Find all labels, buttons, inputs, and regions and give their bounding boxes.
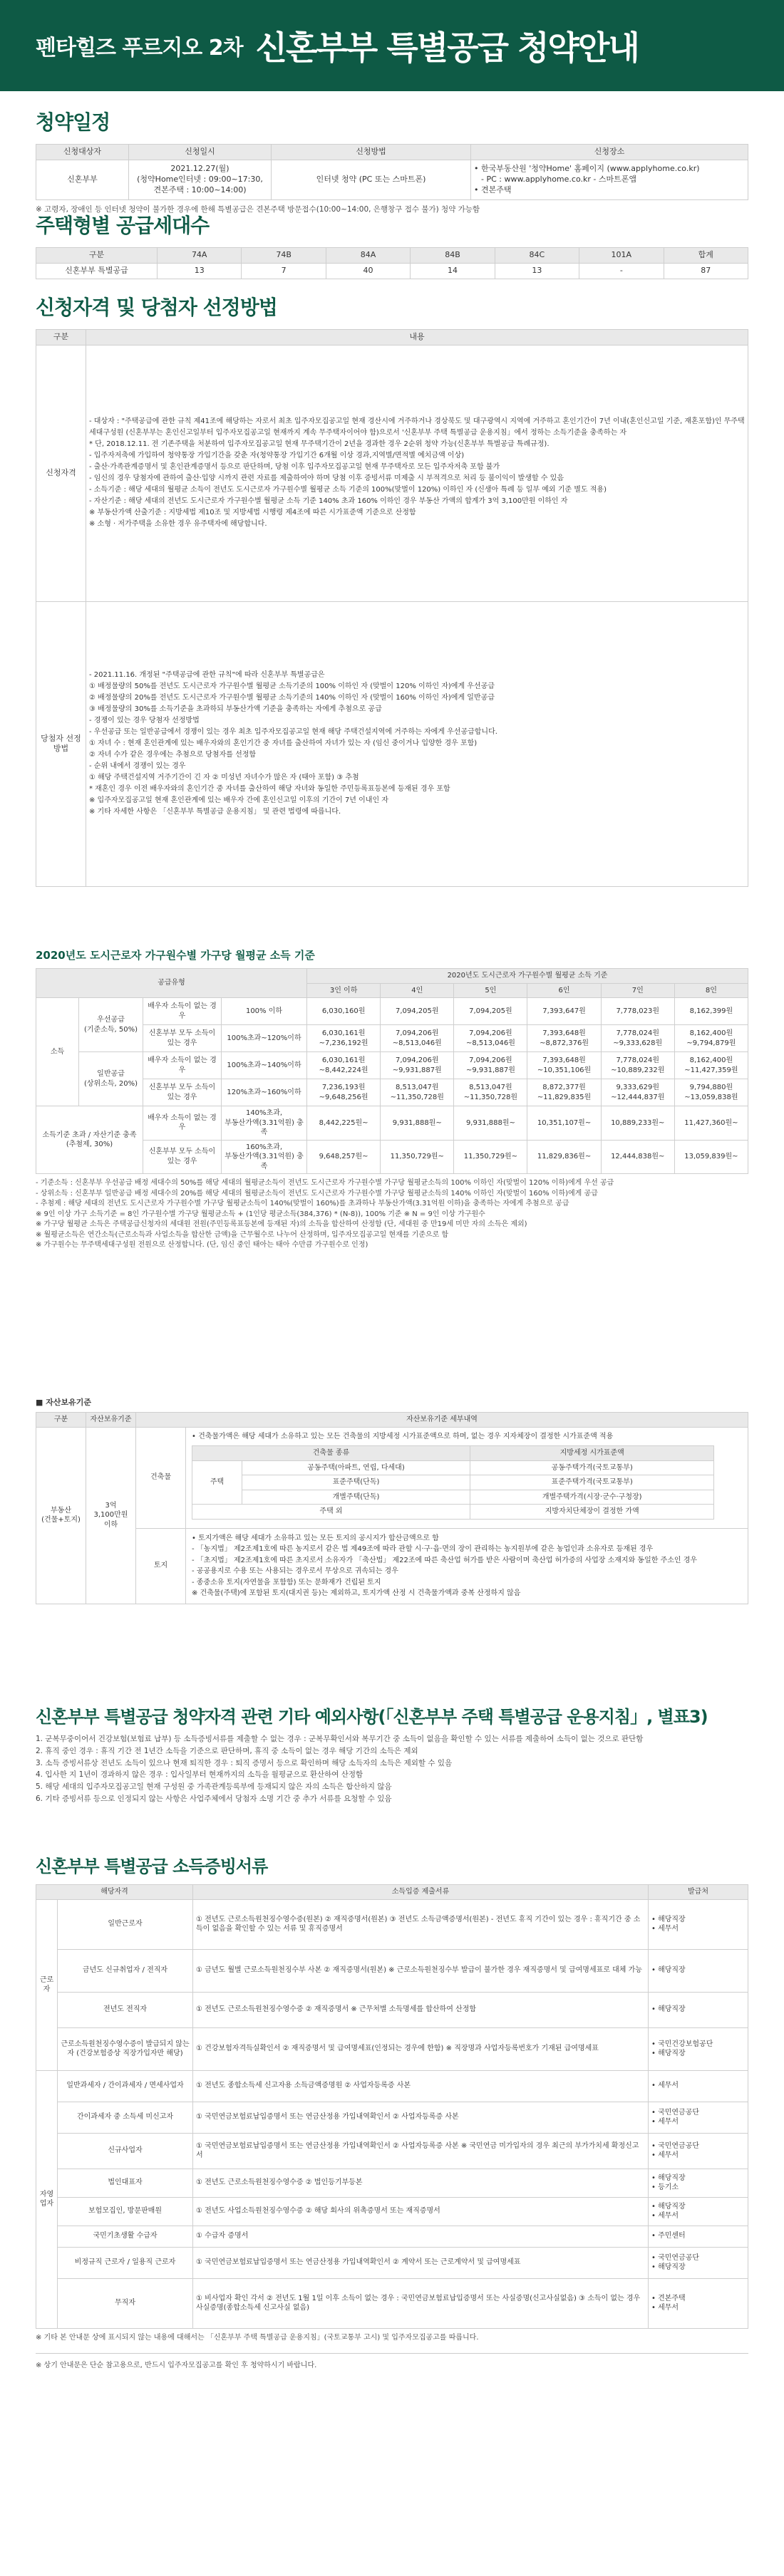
doc-type: 신규사업자: [58, 2133, 193, 2169]
doc-office: • 국민연금공단 • 해당직장: [649, 2247, 748, 2278]
asset-col: 구분: [36, 1413, 86, 1428]
documents-footnote: ※ 기타 본 안내문 상에 표시되지 않는 내용에 대해서는 「신혼부부 주택 특별공급 운용지침」(국토교통부 고시) 및 입주자모집공고를 따릅니다.: [36, 2333, 479, 2342]
asset-group: 부동산 (건물+토지): [36, 1427, 86, 1604]
doc-office: • 주민센터: [649, 2226, 748, 2247]
income-pct: 100%초과~120%이하: [222, 1025, 307, 1052]
doc-desc: ① 전년도 종합소득세 신고자용 소득금액증명원 ② 사업자등록증 사본: [193, 2070, 649, 2102]
income-sub: 신혼부부 모두 소득이 있는 경우: [143, 1079, 222, 1106]
doc-type: 무직자: [58, 2278, 193, 2328]
income-val: 9,794,880원 ~13,059,838원: [674, 1079, 748, 1106]
doc-desc: ① 국민연금보험료납입증명서 또는 연금산정용 가입내역확인서 ② 사업자등록증 사본 ※ 국민연금 미가입자의 경우 최근의 부가가치세 확정신고서: [193, 2133, 649, 2169]
schedule-title: 청약일정: [36, 110, 110, 134]
income-hcol: 3인 이하: [307, 983, 381, 998]
building-h: 건축물 종류: [192, 1446, 470, 1461]
supply-cell: 87: [664, 263, 748, 279]
doc-desc: ① 국민연금보험료납입증명서 또는 연금산정용 가입내역확인서 ② 사업자등록증 사본: [193, 2102, 649, 2133]
documents-title: 신혼부부 특별공급 소득증빙서류: [36, 1856, 268, 1876]
qual-col: 구분: [36, 330, 86, 346]
doc-office: • 세무서: [649, 2070, 748, 2102]
col-date: 신청일시: [129, 145, 272, 160]
income-val: 9,931,888원~: [454, 1106, 527, 1141]
supply-cell: 13: [158, 263, 242, 279]
income-val: 8,162,400원 ~9,794,879원: [674, 1025, 748, 1052]
building-cell: 주택 외: [192, 1505, 470, 1520]
income-hcol: 7인: [601, 983, 674, 998]
doc-type: 간이과세자 중 소득세 미신고자: [58, 2102, 193, 2133]
exception-list: 1. 군복무중이어서 건강보험(보험료 납부) 등 소득증빙서류를 제출할 수 없는 경우 : 군복무확인서와 복무기간 중 소득이 없음을 확인할 수 있는 서류를 제출하여 소득이 없는 것으로 판단함 2. 휴직 중인 경우 : 휴직 기간 전 1년간 소득을 기준으로 판단하며, 휴직 중 소득이 없는 경우 해당 기간의 소득은 제외 3. 소득 증빙서류상 전년도 소득이 있으나 현재 퇴직한 경우 : 퇴직 증명서 등으로 확인하며 해당 소득자의 소득은 제외할 수 있음 4. 입사한 지 1년이 경과하지 않은 경우 : 입사일부터 현재까지의 소득을 월평균으로 환산하여 산정함 5. 해당 세대의 입주자모집공고일 현재 구성원 중 가족관계등록부에 등재되지 않은 자의 소득은 합산하지 않음 6. 기타 증빙서류 등으로 인정되지 않는 사항은 사업주체에서 당첨자 소명 기간 중 추가 서류를 요청할 수 있음: [36, 1735, 644, 1803]
building-detail: • 건축물가액은 해당 세대가 소유하고 있는 모든 건축물의 지방세정 시가표준액으로 하며, 없는 경우 지자체장이 결정한 시가표준액 적용 건축물 종류 지방세정 시가표준액 주택 공동주택(아파트, 연립, 다세대) 공동주택가격(국토교통부) 표준주택(단독) 표준주택가격(국토교통부) 개별주택(단독) 개별주택가격(시장·군수·구청장) 주택 외 지방자치단체장이 결정한 가액: [186, 1427, 748, 1528]
income-table: [36, 968, 748, 1174]
selection-label: 당첨자 선정방법: [36, 601, 86, 886]
doc-desc: ① 수급자 증명서: [193, 2226, 649, 2247]
doc-office: • 해당직장: [649, 1949, 748, 1992]
income-val: 8,162,400원 ~11,427,359원: [674, 1052, 748, 1079]
building-label: 건축물: [136, 1427, 186, 1528]
income-val: 8,513,047원 ~11,350,728원: [454, 1079, 527, 1106]
income-val: 7,094,206원 ~9,931,887원: [454, 1052, 527, 1079]
doc-desc: ① 건강보험자격득실확인서 ② 재직증명서 및 급여명세표(인정되는 경우에 한함) ※ 직장명과 사업자등록번호가 기재된 급여명세표: [193, 2027, 649, 2070]
income-val: 7,094,206원 ~9,931,887원: [381, 1052, 454, 1079]
doc-office: • 국민연금공단 • 세무서: [649, 2133, 748, 2169]
doc-col: 발급처: [649, 1885, 748, 1900]
doc-col: 해당자격: [36, 1885, 193, 1900]
income-pct: 160%초과, 부동산가액(3.31억원) 충족: [222, 1140, 307, 1174]
doc-desc: ① 금년도 월별 근로소득원천징수부 사본 ② 재직증명서(원본) ※ 근로소득원천징수부 발급이 불가한 경우 재직증명서 및 급여명세표로 대체 가능: [193, 1949, 649, 1992]
building-cell: 표준주택(단독): [242, 1475, 470, 1490]
qual-col: 내용: [86, 330, 748, 346]
income-hcol: 6인: [527, 983, 601, 998]
income-val: 11,350,729원~: [454, 1140, 527, 1174]
income-sub: 배우자 소득이 없는 경우: [143, 998, 222, 1025]
income-type: 우선공급 (기준소득, 50%): [79, 998, 143, 1052]
building-cell: 공동주택가격(국토교통부): [470, 1460, 714, 1475]
doc-type: 일반과세자 / 간이과세자 / 면세사업자: [58, 2070, 193, 2102]
doc-office: • 해당직장: [649, 1992, 748, 2027]
doc-office: • 해당직장 • 등기소: [649, 2169, 748, 2197]
doc-type: 일반근로자: [58, 1899, 193, 1949]
supply-cell: 7: [242, 263, 326, 279]
income-val: 8,872,377원 ~11,829,835원: [527, 1079, 601, 1106]
income-section: [36, 947, 748, 1251]
doc-col: 소득입증 제출서류: [193, 1885, 649, 1900]
income-pct: 100%초과~140%이하: [222, 1052, 307, 1079]
income-val: 8,513,047원 ~11,350,728원: [381, 1079, 454, 1106]
income-val: 7,094,206원 ~8,513,046원: [454, 1025, 527, 1052]
building-h: 지방세정 시가표준액: [470, 1446, 714, 1461]
qualification-table: [36, 329, 748, 887]
income-val: 7,393,647원: [527, 998, 601, 1025]
doc-desc: ① 전년도 근로소득원천징수영수증(원본) ② 재직증명서(원본) ③ 전년도 소득금액증명서(원본) - 전년도 휴직 기간이 있는 경우 : 휴직기간 중 소득이 없음을 확인할 수 있는 서류 및 휴직증명서: [193, 1899, 649, 1949]
income-notes: - 기준소득 : 신혼부부 우선공급 배정 세대수의 50%를 해당 세대의 월평균소득이 전년도 도시근로자 가구원수별 가구당 월평균소득의 100% 이하인 자(맞벌이 120% 이하)에게 우선 공급 - 상위소득 : 신혼부부 일반공급 배정 세대수의 20%를 해당 세대의 월평균소득이 전년도 도시근로자 가구원수별 가구당 월평균소득의 140% 이하인 자(맞벌이 160% 이하)에게 공급 - 추첨제 : 해당 세대의 전년도 도시근로자 가구원수별 가구당 월평균소득이 140%(맞벌이 160%)를 초과하나 부동산가액(3.31억원 이하)을 충족하는 자에게 추첨으로 공급 ※ 9인 이상 가구 소득기준 = 8인 가구원수별 가구당 월평균소득 + (1인당 평균소득(384,376) * (N-8)), 100% 기준 ※ N = 9인 이상 가구원수 ※ 가구당 월평균 소득은 주택공급신청자의 세대원 전원(주민등록표등본에 등재된 자)의 소득을 합산하여 산정함 (단, 세대원 중 만19세 미만 자의 소득은 제외) ※ 월평균소득은 연간소득(근로소득과 사업소득을 합산한 금액)을 근무월수로 나누어 산정하며, 입주자모집공고일 현재를 기준으로 함 ※ 가구원수는 무주택세대구성원 전원으로 산정합니다. (단, 임신 중인 태아는 태아 수만큼 가구원수로 인정): [36, 1179, 614, 1249]
income-val: 11,427,360원~: [674, 1106, 748, 1141]
income-hcol: 4인: [381, 983, 454, 998]
income-val: 11,829,836원~: [527, 1140, 601, 1174]
col-target: 신청대상자: [36, 145, 129, 160]
income-val: 9,333,629원 ~12,444,837원: [601, 1079, 674, 1106]
supply-col: 84B: [411, 248, 495, 264]
income-val: 10,889,233원~: [601, 1106, 674, 1141]
cell-place: • 한국부동산원 '청약Home' 홈페이지 (www.applyhome.co.kr) - PC : www.applyhome.co.kr - 스마트폰앱 • 견본주택: [471, 160, 748, 199]
doc-office: • 해당직장 • 세무서: [649, 2197, 748, 2226]
supply-col: 84A: [326, 248, 410, 264]
income-val: 7,094,205원: [381, 998, 454, 1025]
income-val: 6,030,161원 ~8,442,224원: [307, 1052, 381, 1079]
supply-table: [36, 247, 748, 279]
doc-type: 보험모집인, 방문판매원: [58, 2197, 193, 2226]
building-cell: 지방자치단체장이 결정한 가액: [470, 1505, 714, 1520]
supply-cell: 40: [326, 263, 410, 279]
land-detail: • 토지가액은 해당 세대가 소유하고 있는 모든 토지의 공시지가 합산금액으로 함 - 「농지법」 제2조제1호에 따른 농지로서 같은 법 제49조에 따라 관할 시·구·읍·면의 장이 관리하는 농지원부에 같은 농업인과 소유자로 등재된 경우 - 「초지법」 제2조제1호에 따른 초지로서 소유자가 「축산법」 제22조에 따른 축산업 허가를 받은 사람이며 축산업 허가증의 사업장 소재지와 동일한 주소인 경우 - 공공용지로 수용 또는 사용되는 경우로서 무상으로 귀속되는 경우 - 종중소유 토지(자연물을 포함함) 또는 문화재가 건립된 토지 ※ 건축물(주택)에 포함된 토지(대지권 등)는 제외하고, 토지가액 산정 시 건축물가액과 중복 산정하지 않음: [186, 1528, 748, 1604]
asset-col: 자산보유기준 세부내역: [136, 1413, 748, 1428]
doc-desc: ① 비사업자 확인 각서 ② 전년도 1월 1일 이후 소득이 없는 경우 : 국민연금보험료납입증명서 또는 사실증명(신고사실없음) ③ 소득이 없는 경우 사실증명(종합소득세 신고사실 없음): [193, 2278, 649, 2328]
supply-section: [36, 210, 748, 279]
income-h1: 공급유형: [36, 969, 307, 998]
qualification-title: 신청자격 및 당첨자 선정방법: [36, 296, 277, 319]
qualification-section: [36, 292, 748, 887]
col-method: 신청방법: [272, 145, 471, 160]
page-header: [0, 0, 784, 91]
cell-target: 신혼부부: [36, 160, 129, 199]
income-sub: 배우자 소득이 없는 경우: [143, 1106, 222, 1141]
supply-col: 84C: [495, 248, 579, 264]
doc-desc: ① 전년도 근로소득원천징수영수증 ② 법인등기부등본: [193, 2169, 649, 2197]
asset-col: 자산보유기준: [86, 1413, 136, 1428]
supply-cell: 13: [495, 263, 579, 279]
doc-office: • 견본주택 • 세무서: [649, 2278, 748, 2328]
doc-type: 근로소득원천징수영수증이 발급되지 않는 자 (건강보험증상 직장가입자만 해당): [58, 2027, 193, 2070]
doc-type: 금년도 신규취업자 / 전직자: [58, 1949, 193, 1992]
income-pct: 140%초과, 부동산가액(3.31억원) 충족: [222, 1106, 307, 1141]
col-place: 신청장소: [471, 145, 748, 160]
building-cell: 개별주택(단독): [242, 1490, 470, 1505]
selection-content: - 2021.11.16. 개정된 "주택공급에 관한 규칙"에 따라 신혼부부 특별공급은 ① 배정물량의 50%를 전년도 도시근로자 가구원수별 월평균 소득기준의 100% 이하인 자 (맞벌이 120% 이하인 자)에게 우선공급 ② 배정물량의 20%를 전년도 도시근로자 가구원수별 월평균 소득기준의 140% 이하인 자 (맞벌이 160% 이하인 자)에게 일반공급 ③ 배정물량의 30%를 소득기준을 초과하되 부동산가액 기준을 충족하는 자에게 추첨으로 공급 - 경쟁이 있는 경우 당첨자 선정방법 - 우선공급 또는 일반공급에서 경쟁이 있는 경우 최초 입주자모집공고일 현재 해당 주택건설지역에 거주하는 자에게 우선공급합니다. ① 자녀 수 : 현재 혼인관계에 있는 배우자와의 혼인기간 중 자녀를 출산하여 자녀가 있는 자 (임신 중이거나 입양한 경우 포함) ② 자녀 수가 같은 경우에는 추첨으로 당첨자를 선정함 - 순위 내에서 경쟁이 있는 경우 ① 해당 주택건설지역 거주기간이 긴 자 ② 미성년 자녀수가 많은 자 (태아 포함) ③ 추첨 * 재혼인 경우 이전 배우자와의 혼인기간 중 자녀를 출산하여 해당 자녀와 동일한 주민등록표등본에 등재된 경우 포함 ※ 입주자모집공고일 현재 혼인관계에 있는 배우자 간에 혼인신고일 이후의 기간이 7년 이내인 자 ※ 기타 자세한 사항은 「신혼부부 특별공급 운용지침」 및 관련 법령에 따릅니다.: [86, 601, 748, 886]
income-val: 8,162,399원: [674, 998, 748, 1025]
supply-cell: -: [579, 263, 664, 279]
asset-limit: 3억 3,100만원 이하: [86, 1427, 136, 1604]
income-val: 9,648,257원~: [307, 1140, 381, 1174]
income-val: 10,351,107원~: [527, 1106, 601, 1141]
documents-section: [36, 1852, 748, 2372]
income-val: 6,030,161원 ~7,236,192원: [307, 1025, 381, 1052]
doc-type: 법인대표자: [58, 2169, 193, 2197]
doc-office: • 국민연금공단 • 세무서: [649, 2102, 748, 2133]
exception-title: 신혼부부 특별공급 청약자격 관련 기타 예외사항(「신혼부부 주택 특별공급 운용지침」, 별표3): [36, 1707, 708, 1727]
project-name: 펜타힐즈 푸르지오 2차: [36, 36, 243, 61]
income-val: 7,778,023원: [601, 998, 674, 1025]
income-val: 9,931,888원~: [381, 1106, 454, 1141]
documents-table: [36, 1884, 748, 2329]
cell-date: 2021.12.27(월) (청약Home인터넷 : 09:00~17:30, 견본주택 : 10:00~14:00): [129, 160, 272, 199]
income-h2: 2020년도 도시근로자 가구원수별 월평균 소득 기준: [307, 969, 748, 984]
supply-cell: 14: [411, 263, 495, 279]
income-sub: 신혼부부 모두 소득이 있는 경우: [143, 1140, 222, 1174]
doc-desc: ① 전년도 사업소득원천징수영수증 ② 해당 회사의 위촉증명서 또는 재직증명서: [193, 2197, 649, 2226]
supply-col: 구분: [36, 248, 158, 264]
income-val: 7,236,193원 ~9,648,256원: [307, 1079, 381, 1106]
supply-title: 주택형별 공급세대수: [36, 214, 210, 237]
supply-col: 74B: [242, 248, 326, 264]
schedule-section: [36, 107, 748, 215]
income-type: 일반공급 (상위소득, 20%): [79, 1052, 143, 1106]
supply-cell: 신혼부부 특별공급: [36, 263, 158, 279]
land-label: 토지: [136, 1528, 186, 1604]
income-sub: 신혼부부 모두 소득이 있는 경우: [143, 1025, 222, 1052]
income-val: 7,393,648원 ~10,351,106원: [527, 1052, 601, 1079]
income-val: 7,778,024원 ~9,333,628원: [601, 1025, 674, 1052]
doc-group: 자영업자: [36, 2070, 58, 2328]
income-val: 7,094,206원 ~8,513,046원: [381, 1025, 454, 1052]
income-group: 소득: [36, 998, 79, 1106]
cell-method: 인터넷 청약 (PC 또는 스마트폰): [272, 160, 471, 199]
doc-group: 근로자: [36, 1899, 58, 2070]
supply-col: 74A: [158, 248, 242, 264]
building-cell: 주택: [192, 1460, 242, 1505]
page-title: 신혼부부 특별공급 청약안내: [255, 28, 639, 67]
income-val: 7,094,205원: [454, 998, 527, 1025]
income-hcol: 5인: [454, 983, 527, 998]
income-val: 7,778,024원 ~10,889,232원: [601, 1052, 674, 1079]
income-title: 2020년도 도시근로자 가구원수별 가구당 월평균 소득 기준: [36, 949, 315, 962]
income-val: 12,444,838원~: [601, 1140, 674, 1174]
income-val: 11,350,729원~: [381, 1140, 454, 1174]
income-val: 13,059,839원~: [674, 1140, 748, 1174]
doc-desc: ① 국민연금보험료납입증명서 또는 연금산정용 가입내역확인서 ② 계약서 또는 근로계약서 및 급여명세표: [193, 2247, 649, 2278]
doc-desc: ① 전년도 근로소득원천징수영수증 ② 재직증명서 ※ 근무처별 소득명세를 합산하여 산정함: [193, 1992, 649, 2027]
income-val: 6,030,160원: [307, 998, 381, 1025]
schedule-note: ※ 고령자, 장애인 등 인터넷 청약이 불가한 경우에 한해 특별공급은 견본주택 방문접수(10:00~14:00, 은행창구 접수 불가) 청약 가능함: [36, 204, 480, 214]
doc-type: 국민기초생활 수급자: [58, 2226, 193, 2247]
income-val: 7,393,648원 ~8,872,376원: [527, 1025, 601, 1052]
doc-type: 비정규직 근로자 / 일용직 근로자: [58, 2247, 193, 2278]
asset-section: [36, 1396, 748, 1604]
disclaimer: ※ 상기 안내문은 단순 참고용으로, 반드시 입주자모집공고를 확인 후 청약하시기 바랍니다.: [36, 2353, 748, 2372]
doc-type: 전년도 전직자: [58, 1992, 193, 2027]
income-group: 소득기준 초과 / 자산기준 충족 (추첨제, 30%): [36, 1106, 143, 1174]
supply-col: 101A: [579, 248, 664, 264]
building-subtable: [192, 1445, 714, 1520]
asset-table: [36, 1412, 748, 1604]
doc-office: • 국민건강보험공단 • 해당직장: [649, 2027, 748, 2070]
building-cell: 공동주택(아파트, 연립, 다세대): [242, 1460, 470, 1475]
asset-title: ■ 자산보유기준: [36, 1398, 91, 1407]
income-pct: 100% 이하: [222, 998, 307, 1025]
income-hcol: 8인: [674, 983, 748, 998]
qual-label: 신청자격: [36, 345, 86, 601]
income-pct: 120%초과~160%이하: [222, 1079, 307, 1106]
supply-col: 합계: [664, 248, 748, 264]
doc-office: • 해당직장 • 세무서: [649, 1899, 748, 1949]
income-val: 8,442,225원~: [307, 1106, 381, 1141]
qual-content: - 대상자 : "주택공급에 관한 규칙 제41조에 해당하는 자로서 최초 입주자모집공고일 현재 경산시에 거주하거나 경상북도 및 대구광역시 지역에 거주하고 혼인기간이 7년 이내(혼인신고일 기준, 재혼포함)인 무주택세대구성원 (신혼부부는 혼인신고일부터 입주자모집공고일 현재까지 계속 무주택자이어야 함)으로서 '신혼부부 주택 특별공급 운용지침」에서 정하는 소득기준을 충족하는 자 * 단, 2018.12.11. 전 기존주택을 처분하여 입주자모집공고일 현재 무주택기간이 2년을 경과한 경우 2순위 청약 가능(신혼부부 특별공급 특례규정). - 입주자저축에 가입하여 청약통장 가입기간을 갖춘 자(청약통장 가입기간 6개월 이상 경과,지역별/면적별 예치금액 이상) - 출산·가족관계증명서 및 혼인관계증명서 등으로 판단하며, 당첨 이후 입주자모집공고일 현재 무주택자로 모든 입주자저축 포함 불가 - 임신의 경우 당첨자에 관하여 출산·입양 시까지 관련 자료를 제출하여야 하며 당첨 이후 증빙서류 미제출 시 부적격으로 처리 등 불이익이 발생할 수 있음 - 소득기준 : 해당 세대의 월평균 소득이 전년도 도시근로자 가구원수별 월평균 소득 기준의 100%(맞벌이 120%) 이하인 자 (신생아 특례 등 일부 예외 기준 별도 적용) - 자산기준 : 해당 세대의 전년도 도시근로자 가구원수별 월평균 소득 기준 140% 초과 160% 이하인 경우 부동산 가액의 합계가 3억 3,100만원 이하인 자 ※ 부동산가액 산출기준 : 지방세법 제10조 및 지방세법 시행령 제4조에 따른 시가표준액 기준으로 산정함 ※ 소형 · 저가주택을 소유한 경우 유주택자에 해당합니다.: [86, 345, 748, 601]
building-cell: 개별주택가격(시장·군수·구청장): [470, 1490, 714, 1505]
schedule-table: [36, 144, 748, 200]
income-sub: 배우자 소득이 없는 경우: [143, 1052, 222, 1079]
building-cell: 표준주택가격(국토교통부): [470, 1475, 714, 1490]
exception-section: [36, 1703, 748, 1805]
